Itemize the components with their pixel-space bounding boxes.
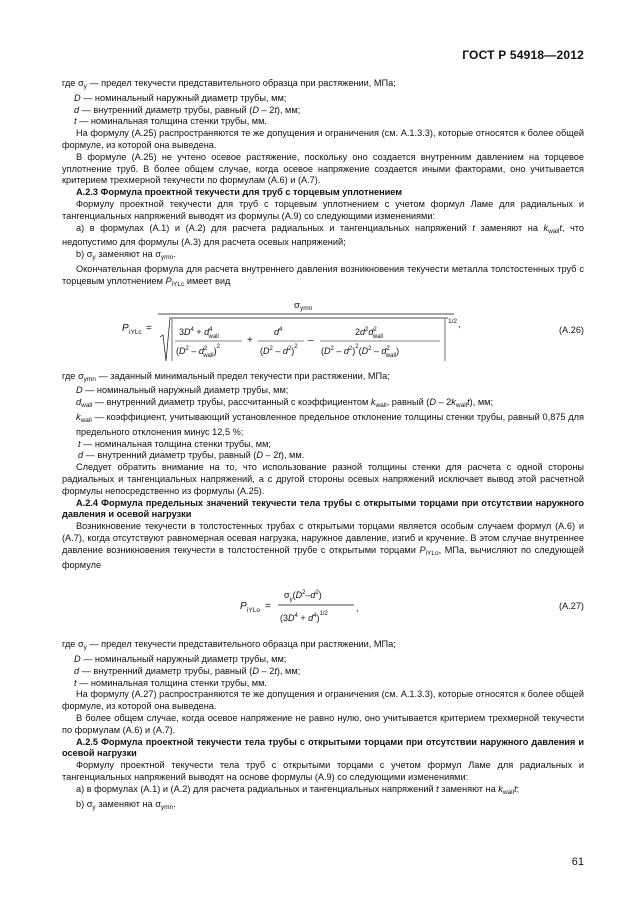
paragraph: a) в формулах (А.1) и (А.2) для расчета радиальных и тангенциальных напряжений t заменяют на $k_{wall}t$, что недопустимо для формулы (А.3) для расчета осевых напряжений; — [62, 222, 584, 248]
section-heading: А.2.3 Формула проектной текучести для труб с торцевым уплотнением — [76, 187, 403, 198]
where-item: d — внутренний диаметр трубы, равный (D – 2t), мм. — [78, 450, 305, 461]
where-item: $d_{wall}$ — внутренний диаметр трубы, рассчитанный с коэффициентом $k_{wall}$, равный $(D - 2k_{wall}t)$, мм; — [76, 397, 494, 410]
where-item: $k_{wall}$ — коэффициент, учитывающий установленное предельное отклонение толщины стенки трубы, равный 0,875 для предельного отклонения минус 12,5 %; — [76, 411, 584, 437]
svg-text:(3D4 + d4)1/2: $(3D^4 + d^4)^{1/2}$ — [280, 611, 328, 624]
svg-text:=: = — [265, 601, 271, 613]
svg-text:(D2 – d2)2(D2 – d2wall): $(D^2 - d^2)^2(D^2 - d^2$ wall) — [321, 343, 400, 359]
svg-text:–: – — [308, 334, 314, 346]
paragraph: Окончательная формула для расчета внутреннего давления возникновения текучести металла толстостенных труб с торцевым уплотнением $P_{iYLc}$ имеет вид — [62, 263, 584, 288]
section-heading: А.2.5 Формула проектной текучести тела трубы с открытыми торцами при отсутствии наружного давления и осевой нагрузки — [62, 736, 584, 759]
where-item: D — номинальный наружный диаметр трубы, мм; — [76, 385, 289, 396]
paragraph: Формулу проектной текучести тела труб с открытыми торцами с учетом формул Ламе для радиальных и тангенциальных напряжений выводят на основе формулы (А.9) со следующими изменениями: — [62, 760, 584, 783]
paragraph: Следует обратить внимание на то, что использование разной толщины стенки для расчета с одной стороны радиальных и тангенциальных напряжений, а с другой стороны осевых напряжений исключает вывод этой расчетной формулы непосредственно из формулы (А.25). — [62, 462, 584, 496]
svg-text:=: = — [146, 322, 152, 334]
paragraph: На формулу (А.27) распространяются те же допущения и ограничения (см. А.1.3.3), которые относятся к более общей формуле, из которой она выведена. — [62, 689, 584, 712]
where-item: где $\sigma_y$ — предел текучести представительного образца при растяжении, МПа; — [62, 78, 396, 90]
page-header: ГОСТ Р 54918—2012 — [462, 48, 584, 62]
svg-text:P: P — [240, 601, 247, 613]
paragraph: Возникновение текучести в толстостенных трубах с открытыми торцами является особым случаем формул (А.6) и (А.7), когда отсутствуют равномерная осевая нагрузка, наружное давление, изгиб и кручение. В этом случае внутреннее давление возникновения текучести в толстостенной трубе с открытыми торцами $P_{iYLo}$, МПа, вычисляют по следующей формуле — [62, 521, 584, 570]
svg-text:d4: $d^4$ — [274, 326, 283, 337]
formula-a26 — [62, 297, 584, 365]
svg-text:iYLo: iYLo — [247, 607, 261, 615]
svg-text:3D4 + d4wall: $3D^4 + d^4$ wall — [179, 326, 219, 340]
where-item: t — номинальная толщина стенки трубы, мм. — [74, 116, 267, 127]
svg-text:iYLc: iYLc — [129, 328, 142, 336]
paragraph: b) $\sigma_y$ заменяют на $\sigma_{ymn}$. — [76, 249, 176, 262]
formula-a27-graphic — [62, 581, 584, 631]
section-heading: А.2.4 Формула предельных значений текучести тела трубы с открытыми торцами при отсутствии наружного давления и осевой нагрузки — [62, 497, 584, 520]
paragraph: b) $\sigma_y$ заменяют на $\sigma_{ymn}$. — [76, 798, 176, 811]
formula-number: (А.27) — [558, 601, 584, 612]
svg-text:σy(D2–d2): $\sigma_y(D^2-d^2)$ — [284, 590, 322, 604]
svg-text:(D2 – d2wall)2: ($D^2 - d^2$ wall)$^2$ — [176, 343, 220, 359]
page-number: 61 — [571, 856, 584, 868]
paragraph: На формулу (А.25) распространяются те же допущения и ограничения (см. А.1.3.3), которые относятся к более общей формуле, из которой она выведена. — [62, 128, 584, 150]
where-item: d — внутренний диаметр трубы, равный (D – 2t), мм; — [74, 104, 301, 115]
formula-a26-graphic — [62, 297, 584, 365]
document-body — [62, 78, 584, 813]
svg-text:,: , — [458, 318, 461, 329]
svg-text:P: P — [122, 322, 129, 334]
paragraph: В более общем случае, когда осевое напряжение не равно нулю, оно учитывается критерием трехмерной текучести по формулам (А.6) и (А.7). — [62, 713, 584, 735]
where-item: где $\sigma_y$ — предел текучести представительного образца при растяжении, МПа; — [62, 639, 396, 652]
where-item: где $\sigma_{ymn}$ — заданный минимальный предел текучести при растяжении, МПа; — [62, 370, 390, 383]
paragraph: a) в формулах (А.1) и (А.2) для расчета радиальных и тангенциальных напряжений t заменяют на $k_{wall}t$; — [76, 783, 520, 796]
paragraph: В формуле (А.25) не учтено осевое растяжение, поскольку оно создается внутренним давлением на торцевое уплотнение труб. В более общем случае, когда осевое напряжение создается иными факторами, оно учитывается критерием трехмерной текучести по формулам (А.6) и (А.7). — [62, 151, 584, 186]
svg-text:2d2d2wall: $2d^2d^2$ wall — [355, 326, 384, 340]
svg-text:+: + — [247, 334, 253, 346]
where-item: D — номинальный наружный диаметр трубы, мм; — [74, 92, 287, 103]
svg-text:,: , — [356, 603, 359, 614]
svg-text:σ: σ — [294, 299, 300, 311]
where-item: t — номинальная толщина стенки трубы, мм; — [78, 438, 271, 449]
paragraph: Формулу проектной текучести для труб с торцевым уплотнением с учетом формул Ламе для радиальных и тангенциальных напряжений выводят из формулы (А.9) со следующими изменениями: — [62, 198, 584, 221]
formula-a27 — [62, 581, 584, 631]
svg-text:(D2 – d2)2: $(D^2 - d^2)^2$ — [260, 343, 298, 356]
formula-number: (А.26) — [558, 324, 584, 335]
where-item: d — внутренний диаметр трубы, равный (D – 2t), мм; — [74, 665, 301, 676]
svg-text:1/2: 1/2 — [448, 317, 458, 325]
where-item: D — номинальный наружный диаметр трубы, мм; — [74, 654, 287, 665]
svg-text:ymn: ymn — [300, 304, 313, 312]
where-item: t — номинальная толщина стенки трубы, мм. — [74, 677, 267, 688]
